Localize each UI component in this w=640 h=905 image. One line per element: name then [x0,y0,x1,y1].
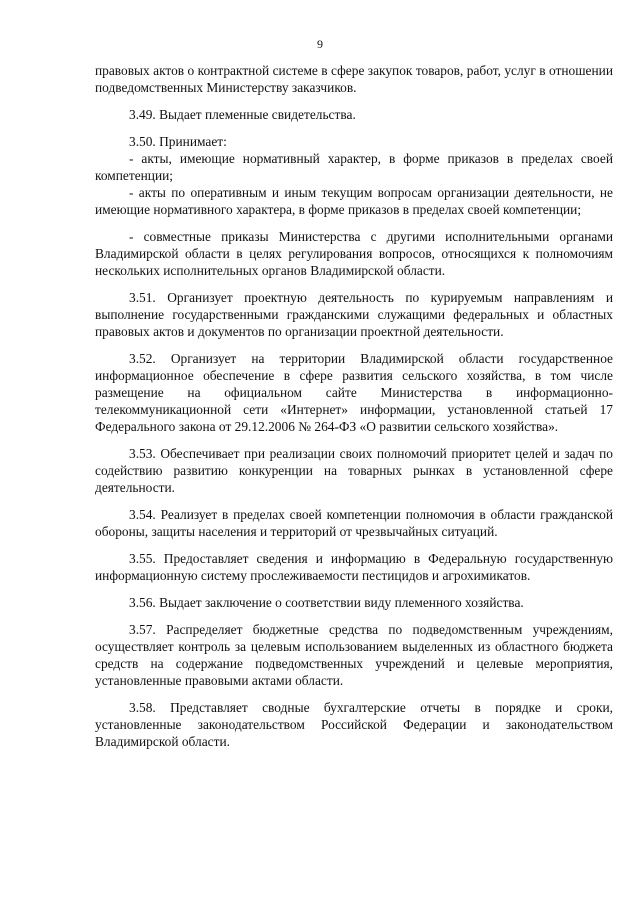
paragraph-3-53: 3.53. Обеспечивает при реализации своих полномочий приоритет целей и задач по содействию развитию конкуренции на товарных рынках в установленной сфере деятельности. [95,446,613,495]
paragraph-3-50: 3.50. Принимает: [129,134,227,149]
list-item-operational-acts: - акты по оперативным и иным текущим вопросам организации деятельности, не имеющие нормативного характера, в форме приказов в пределах своей компетенции; [95,185,613,217]
document-body [95,62,613,760]
paragraph-3-58: 3.58. Представляет сводные бухгалтерские отчеты в порядке и сроки, установленные законодательством Российской Федерации и законодательством Владимирской области. [95,700,613,749]
paragraph-continuation: правовых актов о контрактной системе в сфере закупок товаров, работ, услуг в отношении подведомственных Министерству заказчиков. [95,63,613,95]
paragraph-3-57: 3.57. Распределяет бюджетные средства по подведомственным учреждениям, осуществляет контроль за целевым использованием выделенных из областного бюджета средств на содержание подведомственных учреждений и целевые мероприятия, установленные правовыми актами области. [95,622,613,688]
page-number: 9 [317,37,323,51]
paragraph-3-56: 3.56. Выдает заключение о соответствии виду племенного хозяйства. [129,595,524,610]
paragraph-3-54: 3.54. Реализует в пределах своей компетенции полномочия в области гражданской обороны, защиты населения и территорий от чрезвычайных ситуаций. [95,507,613,539]
paragraph-3-52: 3.52. Организует на территории Владимирской области государственное информационное обеспечение в сфере развития сельского хозяйства, в том числе размещение на официальном сайте Министерства в информационно-телекоммуникационной сети «Интернет» информации, установленной статьей 17 Федерального закона от 29.12.2006 № 264-ФЗ «О развитии сельского хозяйства». [95,351,613,434]
list-item-normative-acts: - акты, имеющие нормативный характер, в форме приказов в пределах своей компетенции; [95,151,613,183]
list-item-joint-orders: - совместные приказы Министерства с другими исполнительными органами Владимирской области в целях регулирования вопросов, относящихся к полномочиям нескольких исполнительных органов Владимирской области. [95,229,613,278]
paragraph-3-51: 3.51. Организует проектную деятельность по курируемым направлениям и выполнение государственными гражданскими служащими федеральных и областных правовых актов и документов по организации проектной деятельности. [95,290,613,339]
paragraph-3-49: 3.49. Выдает племенные свидетельства. [129,107,356,122]
paragraph-3-55: 3.55. Предоставляет сведения и информацию в Федеральную государственную информационную систему прослеживаемости пестицидов и агрохимикатов. [95,551,613,583]
